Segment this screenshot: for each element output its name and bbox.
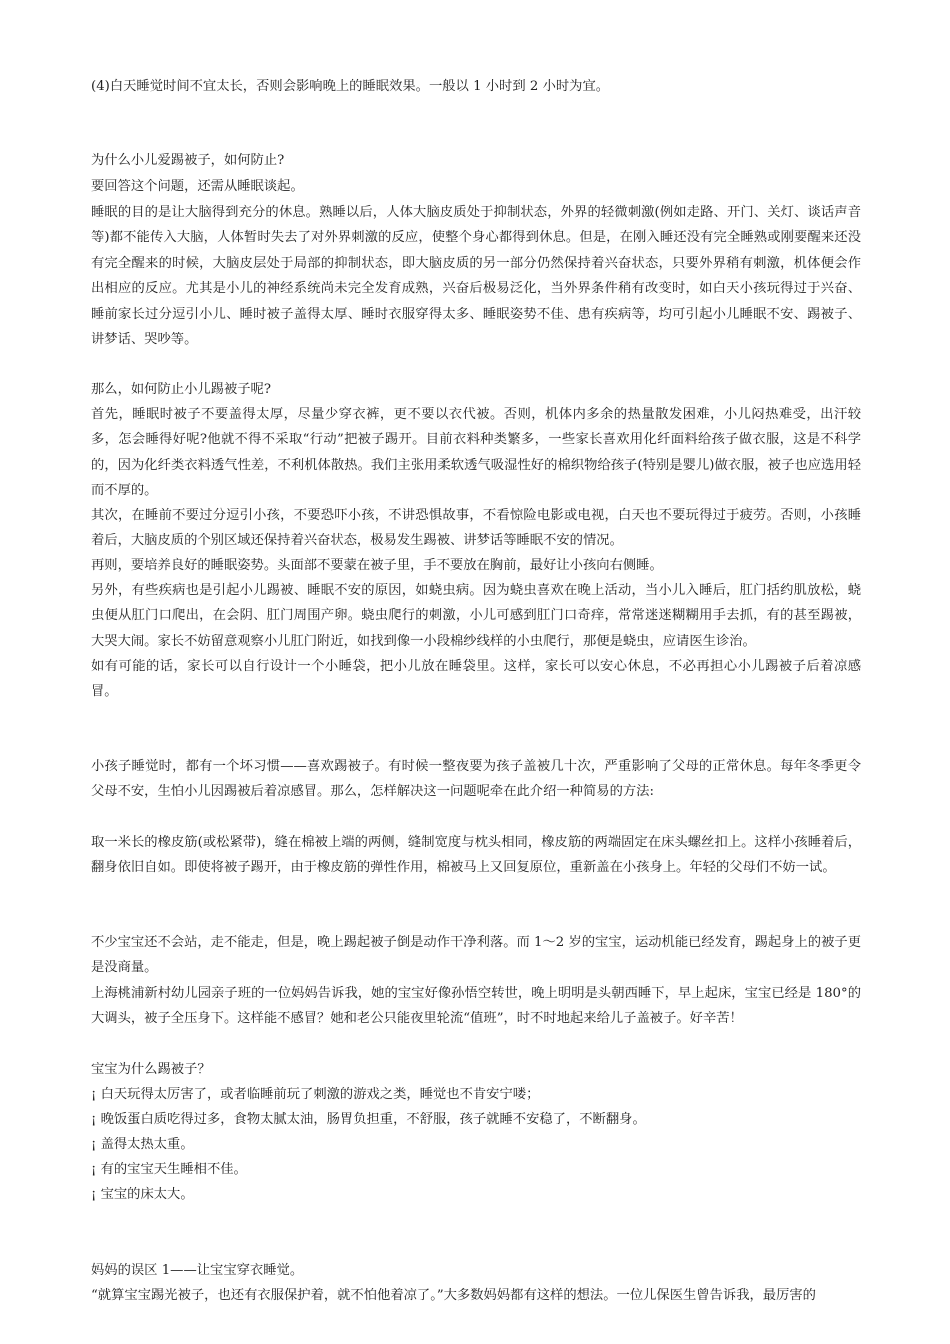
question-heading: 为什么小儿爱踢被子，如何防止? bbox=[91, 153, 285, 168]
list-item: ¡ 白天玩得太厉害了，或者临睡前玩了刺激的游戏之类，睡觉也不肯安宁喽； bbox=[91, 1087, 540, 1102]
intro-paragraph: (4)白天睡觉时间不宜太长，否则会影响晚上的睡眠效果。一般以 1 小时到 2 小时为宜。 bbox=[91, 79, 610, 94]
list-item: ¡ 晚饭蛋白质吃得过多，食物太腻太油，肠胃负担重，不舒服，孩子就睡不安稳了，不断翻身。 bbox=[91, 1112, 646, 1127]
section-question: 宝宝为什么踢被子？ bbox=[91, 1062, 211, 1077]
list-item: ¡ 盖得太热太重。 bbox=[91, 1137, 194, 1152]
paragraph: 小孩子睡觉时，都有一个坏习惯——喜欢踢被子。有时候一整夜要为孩子盖被几十次，严重影响了父母的正常休息。每年冬季更令父母不安，生怕小儿因踢被后着凉感冒。那么，怎样解决这一问题呢牵在此介绍一种简易的方法: bbox=[91, 759, 861, 800]
paragraph: “就算宝宝踢光被子，也还有衣服保护着，就不怕他着凉了。”大多数妈妈都有这样的想法。一位儿保医生曾告诉我，最厉害的 bbox=[91, 1288, 816, 1303]
paragraph: 上海桃浦新村幼儿园亲子班的一位妈妈告诉我，她的宝宝好像孙悟空转世，晚上明明是头朝西睡下，早上起床，宝宝已经是 180°的大调头，被子全压身下。这样能不感冒？她和老公只能夜里轮流“值班”，时不时地起来给儿子盖被子。好辛苦！ bbox=[91, 986, 861, 1027]
paragraph: 再则，要培养良好的睡眠姿势。头面部不要蒙在被子里，手不要放在胸前，最好让小孩向右侧睡。 bbox=[91, 558, 663, 573]
paragraph: 取一米长的橡皮筋(或松紧带)，缝在棉被上端的两侧，缝制宽度与枕头相同，橡皮筋的两端固定在床头螺丝扣上。这样小孩睡着后，翻身依旧自如。即使将被子踢开，由于橡皮筋的弹性作用，棉被马上又回复原位，重新盖在小孩身上。年轻的父母们不妨一试。 bbox=[91, 835, 861, 876]
paragraph: 要回答这个问题，还需从睡眠谈起。 bbox=[91, 179, 304, 194]
section-question: 那么，如何防止小儿踢被子呢? bbox=[91, 382, 271, 397]
paragraph: 不少宝宝还不会站，走不能走，但是，晚上踢起被子倒是动作干净利落。而 1～2 岁的宝宝，运动机能已经发育，踢起身上的被子更是没商量。 bbox=[91, 935, 861, 976]
paragraph: 首先，睡眠时被子不要盖得太厚，尽量少穿衣裤，更不要以衣代被。否则，机体内多余的热量散发困难，小儿闷热难受，出汗较多，怎会睡得好呢?他就不得不采取“行动”把被子踢开。目前衣料种类繁多，一些家长喜欢用化纤面料给孩子做衣服，这是不科学的，因为化纤类衣料透气性差，不利机体散热。我们主张用柔软透气吸湿性好的棉织物给孩子(特别是婴儿)做衣服，被子也应选用轻而不厚的。 bbox=[91, 407, 861, 499]
section-heading: 妈妈的误区 1——让宝宝穿衣睡觉。 bbox=[91, 1263, 304, 1278]
paragraph: 如有可能的话，家长可以自行设计一个小睡袋，把小儿放在睡袋里。这样，家长可以安心休息，不必再担心小儿踢被子后着凉感冒。 bbox=[91, 659, 861, 700]
paragraph: 其次，在睡前不要过分逗引小孩，不要恐吓小孩，不讲恐惧故事，不看惊险电影或电视，白天也不要玩得过于疲劳。否则，小孩睡着后，大脑皮质的个别区域还保持着兴奋状态，极易发生踢被、讲梦话等睡眠不安的情况。 bbox=[91, 508, 861, 549]
list-item: ¡ 宝宝的床太大。 bbox=[91, 1187, 194, 1202]
paragraph: 另外，有些疾病也是引起小儿踢被、睡眠不安的原因，如蛲虫病。因为蛲虫喜欢在晚上活动，当小儿入睡后，肛门括约肌放松，蛲虫便从肛门口爬出，在会阴、肛门周围产卵。蛲虫爬行的刺激，小儿可感到肛门口奇痒，常常迷迷糊糊用手去抓，有的甚至踢被，大哭大闹。家长不妨留意观察小儿肛门附近，如找到像一小段棉纱线样的小虫爬行，那便是蛲虫，应请医生诊治。 bbox=[91, 583, 861, 649]
list-item: ¡ 有的宝宝天生睡相不佳。 bbox=[91, 1162, 247, 1177]
paragraph: 睡眠的目的是让大脑得到充分的休息。熟睡以后，人体大脑皮质处于抑制状态，外界的轻微刺激(例如走路、开门、关灯、谈话声音等)都不能传入大脑，人体暂时失去了对外界刺激的反应，使整个身心都得到休息。但是，在刚入睡还没有完全睡熟或刚要醒来还没有完全醒来的时候，大脑皮层处于局部的抑制状态，即大脑皮质的另一部分仍然保持着兴奋状态，只要外界稍有刺激，机体便会作出相应的反应。尤其是小儿的神经系统尚未完全发育成熟，兴奋后极易泛化，当外界条件稍有改变时，如白天小孩玩得过于兴奋、睡前家长过分逗引小儿、睡时被子盖得太厚、睡时衣服穿得太多、睡眠姿势不佳、患有疾病等，均可引起小儿睡眠不安、踢被子、讲梦话、哭吵等。 bbox=[91, 205, 861, 348]
